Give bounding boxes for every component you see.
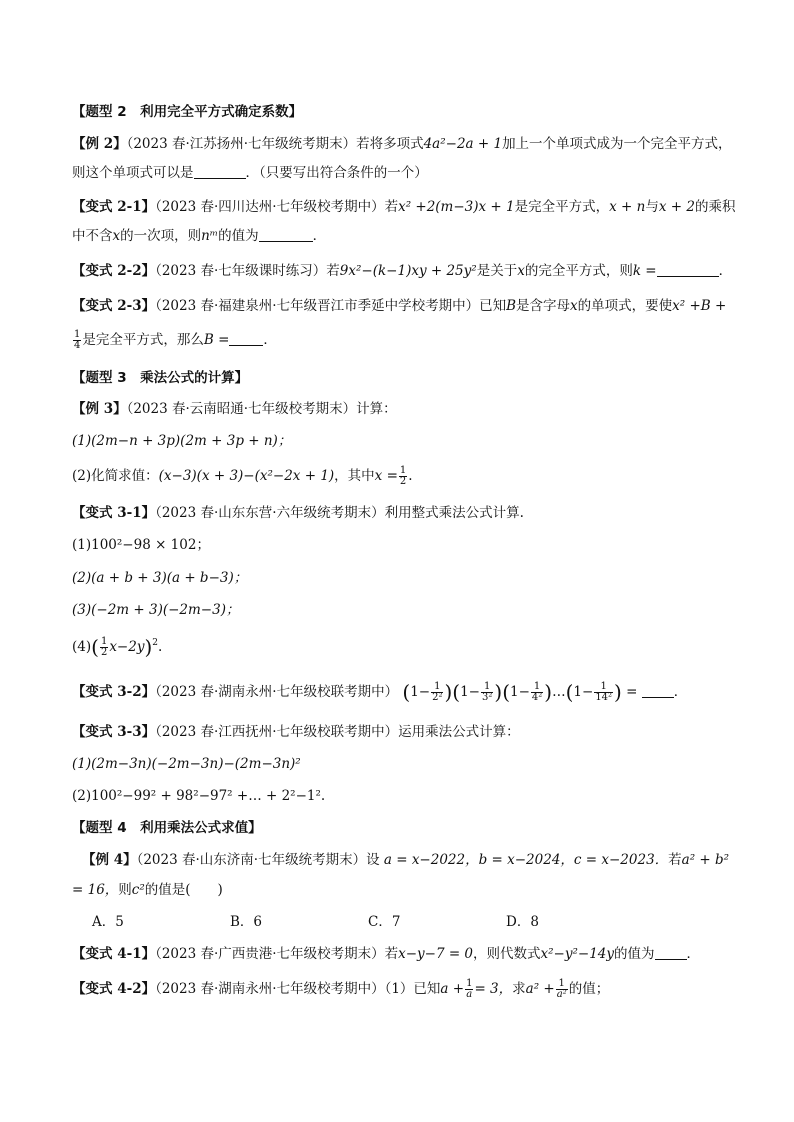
fraction: $\frac{1}{\text{4²}}$ [531, 681, 543, 703]
option-a: A．5 [92, 914, 124, 930]
variant-3-1-part-2: (2)(a + b + 3)(a + b−3)； [72, 570, 248, 586]
option-b: B．6 [230, 914, 263, 930]
fraction: $\frac{1}{4}$ [74, 329, 81, 351]
example-3-part-1: (1)(2m−n + 3p)(2m + 3p + n)； [72, 433, 292, 449]
example-2-tag: 【例 2】 [72, 136, 127, 152]
variant-2-3-line-1: 【变式 2-3】（2023 春·福建泉州·七年级晋江市季延中学校考期中）已知B是含字母x的单项式，要使x² +B + [72, 298, 727, 314]
fraction: $\frac{1}{\text{a²}}$ [556, 978, 567, 1000]
answer-blank [194, 166, 246, 179]
fraction: $\frac{1}{\text{3²}}$ [482, 681, 493, 703]
fraction: $\frac{1}{a}$ [466, 978, 473, 1000]
answer-blank [259, 229, 313, 242]
example-2-line-2: 则这个单项式可以是 ．（只要写出符合条件的一个） [72, 165, 428, 181]
variant-3-3-part-1: (1)(2m−3n)(−2m−3n)−(2m−3n)² [72, 756, 301, 772]
example-4-line-2: = 16，则c²的值是( ) [72, 882, 223, 898]
section-heading-2: 【题型 2 利用完全平方式确定系数】 [72, 104, 303, 120]
answer-blank [229, 333, 263, 346]
section-heading-4: 【题型 4 利用乘法公式求值】 [72, 820, 262, 836]
example-4-options [92, 913, 644, 931]
example-2-source: （2023 春·江苏扬州·七年级统考期末） [126, 136, 357, 152]
option-d: D．8 [506, 914, 539, 930]
variant-3-2: 【变式 3-2】（2023 春·湖南永州·七年级校联考期中） (1− $\frac{1}{\text{2²}}$ )(1− $\frac{1}{\text{3²}}$ )(1− $\frac{1}{\text{4²}}$ )…(1− $\frac{1}{\text{14²}}$ ) = ． [72, 680, 688, 704]
fraction: $\frac{1}{\text{14²}}$ [595, 681, 613, 703]
variant-3-3-part-2: (2)100²−99² + 98²−97² +… + 2²−1². [72, 788, 326, 804]
answer-blank [642, 685, 674, 698]
example-3-part-2: (2)化简求值：(x−3)(x + 3)−(x²−2x + 1)，其中x = $\frac{1}{2}$ . [72, 465, 413, 487]
fraction: $\frac{1}{2}$ [399, 465, 407, 487]
option-c: C．7 [368, 914, 401, 930]
polynomial: 4a²−2a + 1 [423, 136, 503, 152]
variant-2-1-line-2: 中不含x的一次项，则nᵐ的值为 ． [72, 228, 327, 244]
variant-2-2: 【变式 2-2】（2023 春·七年级课时练习）若9x²−(k−1)xy + 25y²是关于x的完全平方式，则k = ． [72, 263, 733, 279]
variant-2-3-line-2: $\frac{1}{4}$ 是完全平方式，那么B = ． [74, 329, 277, 351]
example-4-line-1: 【例 4】（2023 春·山东济南·七年级统考期末）设 a = x−2022，b = x−2024，c = x−2023．若a² + b² [82, 852, 730, 868]
fraction: $\frac{1}{\text{2²}}$ [432, 681, 443, 703]
variant-3-1-part-4: (4)( $\frac{1}{2}$ x−2y)$^2$. [72, 635, 163, 659]
variant-2-1-line-1: 【变式 2-1】（2023 春·四川达州·七年级校考期中）若x² +2(m−3)x + 1是完全平方式，x + n与x + 2的乘积 [72, 199, 736, 215]
section-heading-3: 【题型 3 乘法公式的计算】 [72, 370, 249, 386]
variant-3-1-part-3: (3)(−2m + 3)(−2m−3)； [72, 602, 240, 618]
example-2-line-1: 【例 2】（2023 春·江苏扬州·七年级统考期末）若将多项式4a²−2a + 1加上一个单项式成为一个完全平方式， [72, 136, 732, 152]
variant-3-3: 【变式 3-3】（2023 春·江西抚州·七年级校联考期中）运用乘法公式计算： [72, 724, 520, 740]
example-3: 【例 3】（2023 春·云南昭通·七年级校考期末）计算： [72, 401, 397, 417]
variant-4-2: 【变式 4-2】（2023 春·湖南永州·七年级校考期中）（1）已知a + $\frac{1}{a}$ = 3，求a² + $\frac{1}{\text{a²}}$ 的值； [72, 978, 610, 1000]
variant-3-1-part-1: (1)100²−98 × 102； [72, 537, 210, 553]
answer-blank [655, 947, 687, 960]
fraction: $\frac{1}{2}$ [100, 636, 108, 658]
variant-4-1: 【变式 4-1】（2023 春·广西贵港·七年级校考期末）若x−y−7 = 0，则代数式x²−y²−14y的值为 ． [72, 946, 701, 962]
variant-3-1: 【变式 3-1】（2023 春·山东东营·六年级统考期末）利用整式乘法公式计算. [72, 505, 524, 521]
answer-blank [657, 264, 719, 277]
